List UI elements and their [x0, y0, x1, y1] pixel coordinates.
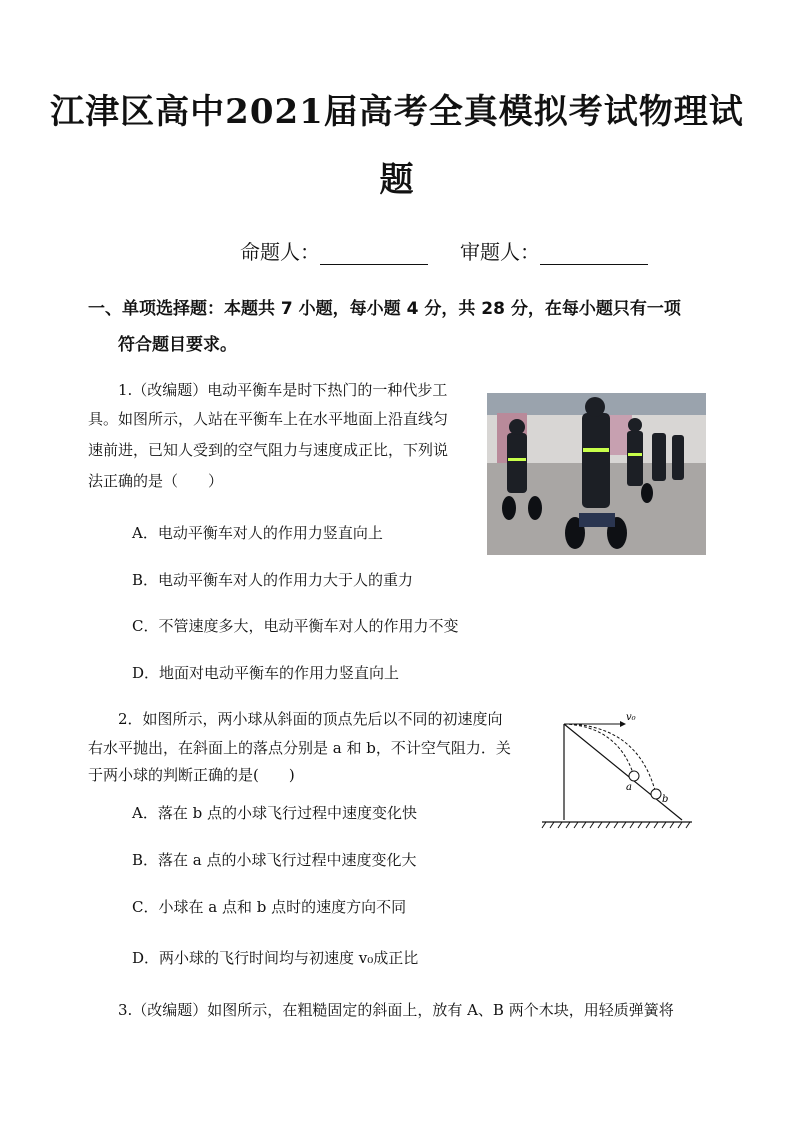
setter-label: 命题人： [240, 240, 320, 264]
q1-option-d: D．地面对电动平衡车的作用力竖直向上 [132, 664, 400, 682]
q3-line1: 3.（改编题）如图所示，在粗糙固定的斜面上，放有 A、B 两个木块，用轻质弹簧将 [118, 1001, 674, 1019]
q1-option-a: A．电动平衡车对人的作用力竖直向上 [132, 524, 383, 542]
q1-line3: 速前进，已知人受到的空气阻力与速度成正比，下列说 [88, 441, 449, 459]
q2-line1: 2．如图所示，两小球从斜面的顶点先后以不同的初速度向 [118, 710, 503, 728]
q2-option-d: D．两小球的飞行时间均与初速度 v₀成正比 [132, 949, 419, 967]
label-b: b [662, 794, 669, 805]
q1-line2: 具。如图所示，人站在平衡车上在水平地面上沿直线匀 [88, 410, 449, 428]
section1-heading: 一、单项选择题：本题共 7 小题，每小题 4 分，共 28 分，在每小题只有一项 [88, 299, 681, 319]
reviewer-label: 审题人： [460, 240, 540, 264]
author-line [240, 236, 680, 265]
q2-option-c: C．小球在 a 点和 b 点时的速度方向不同 [132, 898, 407, 916]
q1-option-b: B．电动平衡车对人的作用力大于人的重力 [132, 571, 414, 589]
reviewer-blank [540, 244, 648, 265]
q1-option-c: C．不管速度多大，电动平衡车对人的作用力不变 [132, 617, 459, 635]
exam-title-line2: 题 [379, 160, 415, 200]
q1-line1: 1.（改编题）电动平衡车是时下热门的一种代步工 [118, 381, 448, 399]
exam-title-line1: 江津区高中2021届高考全真模拟考试物理试 [50, 92, 744, 132]
q2-line3: 于两小球的判断正确的是( ) [88, 766, 295, 784]
section1-heading-cont: 符合题目要求。 [118, 335, 237, 355]
q1-line4: 法正确的是（ ） [88, 472, 224, 490]
setter-blank [320, 244, 428, 265]
q2-option-b: B．落在 a 点的小球飞行过程中速度变化大 [132, 851, 417, 869]
segway-police-photo [487, 393, 706, 555]
label-v0: v₀ [626, 712, 636, 723]
q2-option-a: A．落在 b 点的小球飞行过程中速度变化快 [132, 804, 417, 822]
label-a: a [626, 782, 632, 793]
incline-diagram [538, 708, 698, 830]
q2-line2: 右水平抛出，在斜面上的落点分别是 a 和 b，不计空气阻力．关 [88, 739, 511, 757]
